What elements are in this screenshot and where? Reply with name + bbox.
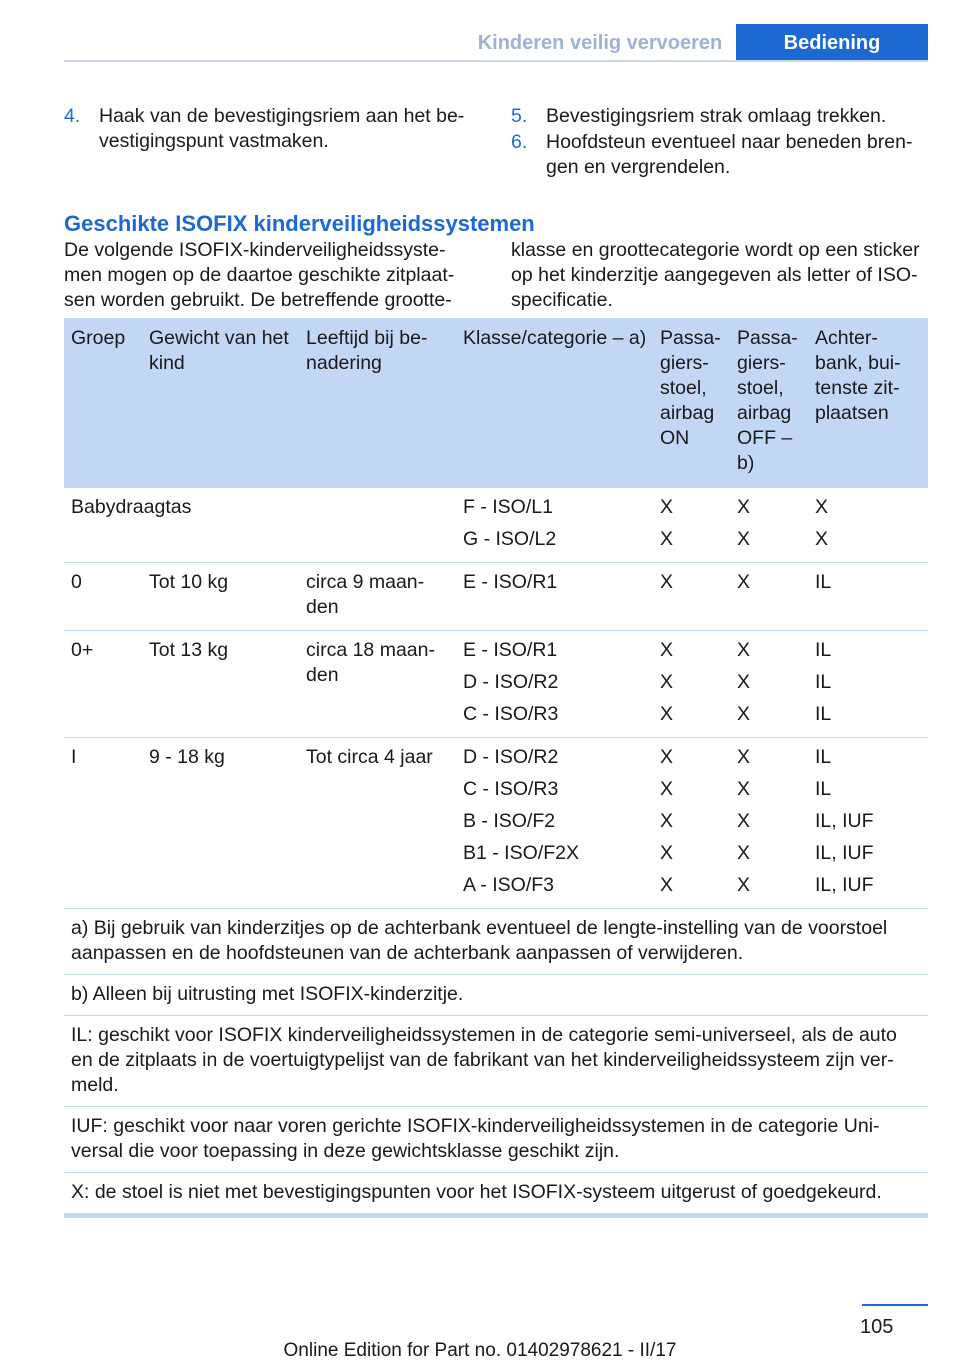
table-row [64, 631, 928, 738]
cell-line: X [737, 703, 751, 725]
cell-achterbank [808, 738, 928, 909]
cell-airbag-on [653, 631, 730, 738]
table-note: a) Bij gebruik van kinderzitjes op de achterbank eventueel de lengte-instelling van de voorstoel aanpassen en de hoofdsteunen van de achterbank aanpassen of verwijderen. [64, 909, 928, 975]
cell-achterbank [808, 563, 928, 631]
cell-line: IL [815, 746, 832, 768]
cell-line: X [815, 528, 829, 550]
cell-line: X [660, 778, 674, 800]
cell-line: X [737, 874, 751, 896]
col-header-leeftijd: Leeftijd bij be- nadering [299, 318, 456, 488]
cell-line: X [737, 746, 751, 768]
cell-line: IL, IUF [815, 874, 874, 896]
cell-line: X [737, 671, 751, 693]
table-note: IL: geschikt voor ISOFIX kinderveiligheidssystemen in de categorie semi-universeel, als de auto en de zitplaats in de voertuigtypelijst van de fabrikant van het kinderveiligheidssysteem zijn ver- meld. [64, 1016, 928, 1107]
footer-edition: Online Edition for Part no. 01402978621 - II/17 [283, 1340, 677, 1361]
table-note-row [64, 909, 928, 975]
cell-line: X [815, 496, 829, 518]
page-number-rule [862, 1304, 928, 1306]
cell-line: X [660, 639, 674, 661]
cell-line: A - ISO/F3 [463, 874, 555, 896]
cell-achterbank [808, 488, 928, 563]
step-number: 4. [64, 105, 81, 127]
cell-line: IL [815, 571, 832, 593]
header-section-tab[interactable]: Kinderen veilig vervoeren [477, 32, 723, 54]
col-header-airbag-on: Passa- giers- stoel, airbag ON [653, 318, 730, 488]
cell-line: C - ISO/R3 [463, 778, 559, 800]
cell-line: B - ISO/F2 [463, 810, 556, 832]
cell-klasse [456, 738, 653, 909]
table-row [64, 563, 928, 631]
step-text: Bevestigingsriem strak omlaag trekken. [546, 105, 887, 127]
header-rule [64, 60, 928, 62]
cell-airbag-off [730, 563, 808, 631]
cell-line: X [737, 778, 751, 800]
cell-line: X [660, 810, 674, 832]
header-chapter-tab[interactable]: Bediening [736, 24, 928, 62]
step-number: 5. [511, 105, 528, 127]
table-note-row [64, 975, 928, 1016]
cell-line: IL, IUF [815, 810, 874, 832]
cell-airbag-off [730, 738, 808, 909]
cell-line: X [737, 842, 751, 864]
cell-line: X [660, 703, 674, 725]
cell-line: X [660, 671, 674, 693]
col-header-airbag-off: Passa- giers- stoel, airbag OFF – b) [730, 318, 808, 488]
cell-groep: I [64, 738, 142, 909]
cell-achterbank [808, 631, 928, 738]
table-note-row [64, 1107, 928, 1173]
cell-line: D - ISO/R2 [463, 746, 559, 768]
step-text: Haak van de bevestigingsriem aan het be- vestigingspunt vastmaken. [99, 105, 465, 152]
intro-text-left: De volgende ISOFIX-kinderveiligheidssyste- men mogen op de daartoe geschikte zitplaat- sen worden gebruikt. De betreffende grootte- [64, 239, 455, 311]
cell-line: D - ISO/R2 [463, 671, 559, 693]
table-note: X: de stoel is niet met bevestigingspunten voor het ISOFIX-systeem uitgerust of goedgekeurd. [64, 1173, 928, 1216]
cell-line: X [737, 810, 751, 832]
table-row [64, 488, 928, 563]
table-header-row [64, 318, 928, 488]
table-note: b) Alleen bij uitrusting met ISOFIX-kinderzitje. [64, 975, 928, 1016]
step-item [511, 104, 928, 129]
step-item [64, 104, 474, 154]
cell-leeftijd: Tot circa 4 jaar [299, 738, 456, 909]
table-note-row [64, 1016, 928, 1107]
intro-text-right: klasse en groottecategorie wordt op een sticker op het kinderzitje aangegeven als letter of ISO-specificatie. [511, 239, 920, 311]
cell-line: IL [815, 778, 832, 800]
cell-klasse [456, 488, 653, 563]
col-header-klasse: Klasse/categorie – a) [456, 318, 653, 488]
cell-line: IL, IUF [815, 842, 874, 864]
isofix-table [64, 318, 928, 1218]
cell-line: X [660, 496, 674, 518]
cell-airbag-on [653, 488, 730, 563]
col-header-achterbank: Achter- bank, bui- tenste zit- plaatsen [808, 318, 928, 488]
col-header-groep: Groep [64, 318, 142, 488]
cell-airbag-on [653, 738, 730, 909]
cell-leeftijd: circa 18 maan- den [299, 631, 456, 738]
cell-leeftijd [299, 488, 456, 563]
cell-line: G - ISO/L2 [463, 528, 557, 550]
cell-groep: 0 [64, 563, 142, 631]
cell-line: C - ISO/R3 [463, 703, 559, 725]
cell-line: X [660, 528, 674, 550]
cell-airbag-on [653, 563, 730, 631]
table-note: IUF: geschikt voor naar voren gerichte ISOFIX-kinderveiligheidssystemen in de categorie Uni- versal die voor toepassing in deze gewichtsklasse geschikt zijn. [64, 1107, 928, 1173]
section-title: Geschikte ISOFIX kinderveiligheidssystemen [64, 211, 535, 236]
page-number: 105 [860, 1316, 894, 1338]
cell-line: X [737, 528, 751, 550]
col-header-gewicht: Gewicht van het kind [142, 318, 299, 488]
cell-line: B1 - ISO/F2X [463, 842, 579, 864]
cell-airbag-off [730, 631, 808, 738]
cell-line: X [737, 571, 751, 593]
cell-line: IL [815, 671, 832, 693]
steps-left [64, 104, 474, 155]
step-text: Hoofdsteun eventueel naar beneden bren- gen en vergrendelen. [546, 131, 913, 178]
cell-groep: Babydraagtas [64, 488, 142, 563]
table-row [64, 738, 928, 909]
cell-klasse [456, 563, 653, 631]
cell-line: IL [815, 639, 832, 661]
cell-gewicht: 9 - 18 kg [142, 738, 299, 909]
cell-line: X [660, 746, 674, 768]
cell-line: X [737, 496, 751, 518]
cell-line: E - ISO/R1 [463, 639, 558, 661]
cell-line: IL [815, 703, 832, 725]
table-note-row [64, 1173, 928, 1216]
cell-line: F - ISO/L1 [463, 496, 553, 518]
cell-leeftijd: circa 9 maan- den [299, 563, 456, 631]
cell-line: X [660, 842, 674, 864]
cell-groep: 0+ [64, 631, 142, 738]
step-item [511, 130, 928, 180]
cell-line: X [660, 874, 674, 896]
cell-gewicht: Tot 10 kg [142, 563, 299, 631]
cell-line: E - ISO/R1 [463, 571, 558, 593]
step-number: 6. [511, 131, 528, 153]
cell-line: X [660, 571, 674, 593]
steps-right [511, 104, 928, 181]
cell-airbag-off [730, 488, 808, 563]
cell-gewicht: Tot 13 kg [142, 631, 299, 738]
cell-line: X [737, 639, 751, 661]
cell-klasse [456, 631, 653, 738]
